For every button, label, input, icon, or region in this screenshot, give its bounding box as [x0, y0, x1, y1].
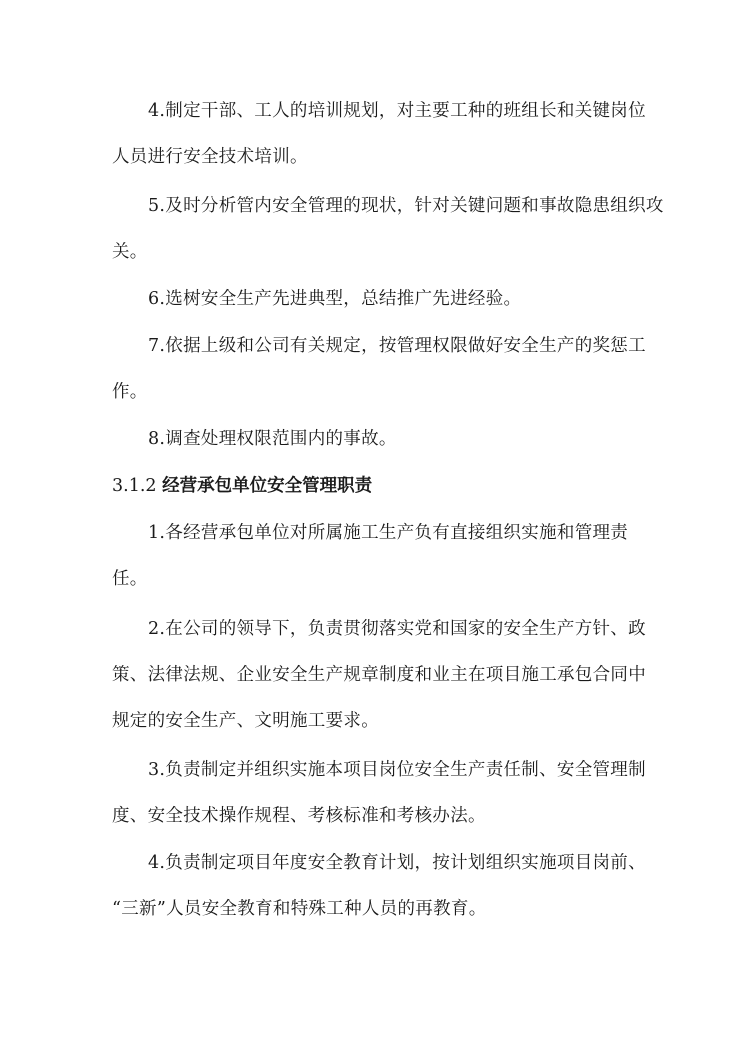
section-paragraph-4: [112, 840, 646, 932]
paragraph-line: 8.调查处理权限范围内的事故。: [148, 429, 397, 449]
section-paragraph-2: [112, 606, 646, 744]
paragraph-7: [112, 323, 646, 415]
paragraph-line: 规定的安全生产、文明施工要求。: [112, 711, 379, 731]
paragraph-line: 5.及时分析管内安全管理的现状，针对关键问题和事故隐患组织攻: [148, 196, 664, 216]
section-title: 经营承包单位安全管理职责: [162, 476, 373, 496]
section-paragraph-3: [112, 747, 646, 839]
section-number: 3.1.2: [112, 476, 157, 496]
paragraph-line: 人员进行安全技术培训。: [112, 147, 308, 167]
paragraph-line: 4.制定干部、工人的培训规划，对主要工种的班组长和关键岗位: [148, 101, 646, 121]
paragraph-line: 3.负责制定并组织实施本项目岗位安全生产责任制、安全管理制: [148, 760, 646, 780]
paragraph-line: 1.各经营承包单位对所属施工生产负有直接组织实施和管理责: [148, 523, 629, 543]
paragraph-line: 关。: [112, 242, 148, 262]
paragraph-5: [112, 183, 664, 275]
paragraph-8: [112, 416, 642, 462]
section-paragraph-1: [112, 510, 642, 602]
paragraph-line: 作。: [112, 382, 148, 402]
paragraph-line: 任。: [112, 569, 148, 589]
paragraph-line: 度、安全技术操作规程、考核标准和考核办法。: [112, 806, 486, 826]
paragraph-line: 7.依据上级和公司有关规定，按管理权限做好安全生产的奖惩工: [148, 336, 646, 356]
section-heading: [112, 463, 642, 509]
paragraph-line: 策、法律法规、企业安全生产规章制度和业主在项目施工承包合同中: [112, 665, 646, 685]
paragraph-line: 6.选树安全生产先进典型，总结推广先进经验。: [148, 289, 522, 309]
paragraph-line: 4.负责制定项目年度安全教育计划，按计划组织实施项目岗前、: [148, 853, 646, 873]
paragraph-4: [112, 88, 646, 180]
paragraph-6: [112, 276, 642, 322]
paragraph-line: 2.在公司的领导下，负责贯彻落实党和国家的安全生产方针、政: [148, 619, 646, 639]
paragraph-line: “三新”人员安全教育和特殊工种人员的再教育。: [112, 899, 487, 919]
